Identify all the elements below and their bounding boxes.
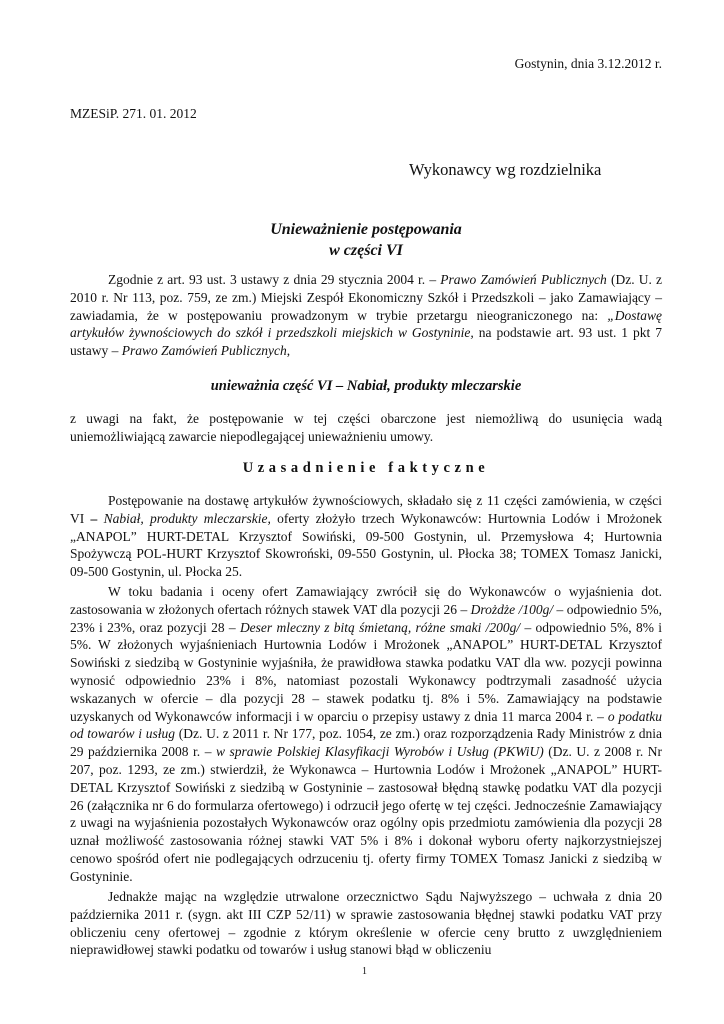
p1-subject: „Dostawę artykułów żywnościowych do szkół i przedszkoli miejskich w Gostyninie, <box>70 307 662 341</box>
section-heading: Uzasadnienie faktyczne <box>242 460 490 476</box>
p3-dash: – <box>90 510 104 526</box>
p4-vat-law: o podatku od towarów i usług <box>70 708 662 742</box>
reference-number: MZESiP. 271. 01. 2012 <box>70 106 197 121</box>
p1-text-c: na podstawie art. 93 ust. 1 pkt 7 ustawy – <box>70 325 662 359</box>
title-line-1: Unieważnienie postępowania <box>270 221 462 238</box>
p3-text-b: oferty złożyło trzech Wykonawców: Hurtownia Lodów i Mrożonek „ANAPOL” HURT-DETAL Krzysztof Sowiński, 09-500 Gostynin, ul. Przemysłowa 4; Hurtownia Spożywczą POL-HURT Krzysztof Skowroński, 09-550 Gostynin, ul. Płocka 38; TOMEX Tomasz Janicki, 09-500 Gostynin, ul. Płocka 25. <box>70 510 662 580</box>
page-number: 1 <box>362 966 367 977</box>
p4-text-a: W toku badania i oceny ofert Zamawiający zwrócił się do Wykonawców o wyjaśnienia dot. zastosowania w złożonych ofertach różnych stawek VAT dla pozycji 26 – <box>70 584 662 617</box>
p4-pkwiu: w sprawie Polskiej Klasyfikacji Wyrobów i Usług (PKWiU) <box>216 744 544 760</box>
recipient-line: Wykonawcy wg rozdzielnika <box>409 160 602 179</box>
p4-item-28: Deser mleczny z bitą śmietaną, różne smaki /200g/ <box>239 619 521 635</box>
document-title <box>70 219 662 261</box>
p1-text-a: Zgodnie z art. 93 ust. 3 ustawy z dnia 29 stycznia 2004 r. – <box>108 272 441 287</box>
p3-part-name: Nabiał, produkty mleczarskie, <box>103 510 271 526</box>
p1-law-name: Prawo Zamówień Publicznych <box>440 272 607 287</box>
paragraph-offers <box>70 492 662 581</box>
paragraph-evaluation <box>70 583 662 886</box>
p4-text-d: (Dz. U. z 2011 r. Nr 177, poz. 1054, ze zm.) oraz rozporządzenia Rady Ministrów z dnia 29 października 2008 r. – <box>70 726 662 760</box>
decision-line: unieważnia część VI – Nabiał, produkty mleczarskie <box>210 378 522 394</box>
p4-text-c: – odpowiednio 5%, 8% i 5%. W złożonych wyjaśnieniach Hurtownia Lodów i Mrożonek „ANAPOL” HURT-DETAL Krzysztof Sowiński z siedzibą w Gostyninie wyjaśniła, że prawidłowa stawka podatku VAT dla ww. pozycji powinna wynosić odpowiednio 23% i 8%, natomiast pozostali Wykonawcy podtrzymali zasadność użycia wskazanych w ofercie – dla pozycji 28 – stawek podatku tj. 8% i 5%. Zamawiający na podstawie uzyskanych od Wykonawców informacji i w oparciu o przepisy ustawy z dnia 11 marca 2004 r. – <box>70 619 662 724</box>
p4-text-e: (Dz. U. z 2008 r. Nr 207, poz. 1293, ze zm.) stwierdził, że Wykonawca – Hurtownia Lodów i Mrożonek „ANAPOL” HURT-DETAL Krzysztof Sowiński z siedzibą w Gostyninie – zastosował błędną stawkę podatku VAT dla pozycji 26 (załącznika nr 6 do formularza ofertowego) i odrzucił jego ofertę w tej części. Jednocześnie Zamawiający z uwagi na wyjaśnienia pozostałych Wykonawców oraz ogólny opis przedmiotu zamówienia dla pozycji 28 uznał możliwość zastosowania różnej stawki VAT 5% i 8% i dokonał wyboru oferty najkorzystniejszej cenowo spośród ofert nie podlegających odrzuceniu tj. oferty firmy TOMEX Tomasz Janicki z siedzibą w Gostyninie. <box>70 744 662 884</box>
p4-text-b: – odpowiednio 5%, 23% i 23%, oraz pozycji 28 – <box>70 601 662 635</box>
p1-text-b: (Dz. U. z 2010 r. Nr 113, poz. 759, ze zm.) Miejski Zespół Ekonomiczny Szkół i Przedszkoli – jako Zamawiający – zawiadamia, że w postępowaniu prowadzonym w trybie przetargu nieograniczonego na: <box>70 272 663 323</box>
paragraph-supreme-court: Jednakże mając na względzie utrwalone orzecznictwo Sądu Najwyższego – uchwała z dnia 20 października 2011 r. (sygn. akt III CZP 52/11) w sprawie zastosowania błędnej stawki podatku VAT przy obliczeniu ceny ofertowej – zgodnie z którym określenie w ofercie ceny brutto z uwzględnieniem nieprawidłowej stawki podatku od towarów i usług stanowi błąd w obliczeniu <box>70 889 662 958</box>
title-line-2: w części VI <box>329 242 403 259</box>
paragraph-reason: z uwagi na fakt, że postępowanie w tej części obarczone jest niemożliwą do usunięcia wadą uniemożliwiającą zawarcie niepodlegającej unieważnieniu umowy. <box>70 411 662 444</box>
paragraph-legal-basis <box>70 271 662 360</box>
p1-text-d: , <box>286 343 291 359</box>
document-date: Gostynin, dnia 3.12.2012 r. <box>514 56 662 71</box>
p1-law-name-2: Prawo Zamówień Publicznych <box>121 343 287 359</box>
p4-item-26: Drożdże /100g/ <box>470 601 554 617</box>
p3-text-a: Postępowanie na dostawę artykułów żywnościowych, składało się z 11 części zamówienia, w części VI <box>70 493 662 526</box>
